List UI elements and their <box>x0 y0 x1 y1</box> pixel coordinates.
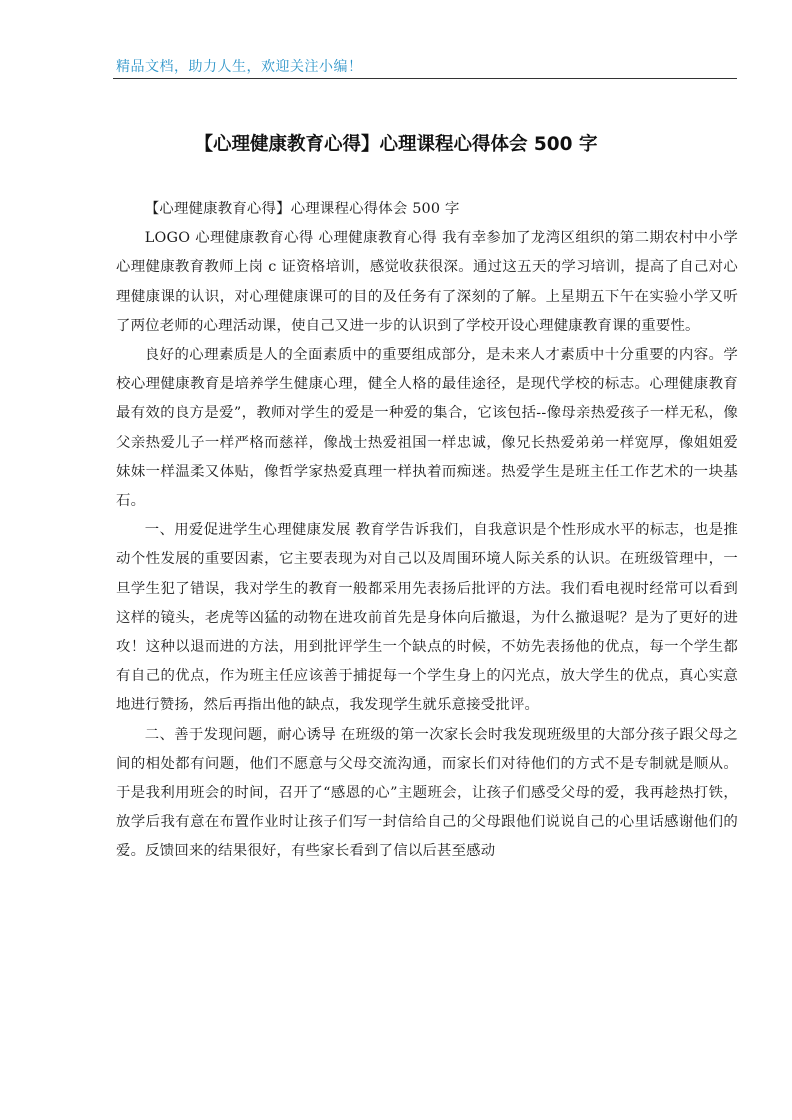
paragraph-section-two: 二、善于发现问题，耐心诱导 在班级的第一次家长会时我发现班级里的大部分孩子跟父母之间的相处都有问题，他们不愿意与父母交流沟通，而家长们对待他们的方式不是专制就是顺从。于是我利用班会的时间，召开了“感恩的心”主题班会，让孩子们感受父母的爱，我再趁热打铁，放学后我有意在布置作业时让孩子们写一封信给自己的父母跟他们说说自己的心里话感谢他们的爱。反馈回来的结果很好，有些家长看到了信以后甚至感动 <box>116 726 738 860</box>
document-title: 【心理健康教育心得】心理课程心得体会 500 字 <box>194 134 598 155</box>
paragraph-intro: LOGO 心理健康教育心得 心理健康教育心得 我有幸参加了龙湾区组织的第二期农村中小学心理健康教育教师上岗 c 证资格培训，感觉收获很深。通过这五天的学习培训，提高了自己对心理健康课的认识，对心理健康课可的目的及任务有了深刻的了解。上星期五下午在实验小学又听了两位老师的心理活动课，使自己又进一步的认识到了学校开设心理健康教育课的重要性。 <box>116 230 738 334</box>
paragraph-section-one: 一、用爱促进学生心理健康发展 教育学告诉我们，自我意识是个性形成水平的标志，也是推动个性发展的重要因素，它主要表现为对自己以及周围环境人际关系的认识。在班级管理中，一旦学生犯了错误，我对学生的教育一般都采用先表扬后批评的方法。我们看电视时经常可以看到这样的镜头，老虎等凶猛的动物在进攻前首先是身体向后撤退，为什么撤退呢？是为了更好的进攻！这种以退而进的方法，用到批评学生一个缺点的时候，不妨先表扬他的优点，每一个学生都有自己的优点，作为班主任应该善于捕捉每一个学生身上的闪光点，放大学生的优点，真心实意地进行赞扬，然后再指出他的缺点，我发现学生就乐意接受批评。 <box>116 522 738 714</box>
header-divider <box>113 78 737 79</box>
document-body <box>116 195 738 867</box>
paragraph-psychological-quality: 良好的心理素质是人的全面素质中的重要组成部分，是未来人才素质中十分重要的内容。学校心理健康教育是培养学生健康心理，健全人格的最佳途径，是现代学校的标志。心理健康教育最有效的良方是爱”，教师对学生的爱是一种爱的集合，它该包括--像母亲热爱孩子一样无私，像父亲热爱儿子一样严格而慈祥，像战士热爱祖国一样忠诚，像兄长热爱弟弟一样宽厚，像姐姐爱妹妹一样温柔又体贴，像哲学家热爱真理一样执着而痴迷。热爱学生是班主任工作艺术的一块基石。 <box>116 347 738 510</box>
paragraph-subtitle: 【心理健康教育心得】心理课程心得体会 500 字 <box>144 201 460 217</box>
page-header-text: 精品文档，助力人生，欢迎关注小编！ <box>116 59 363 75</box>
